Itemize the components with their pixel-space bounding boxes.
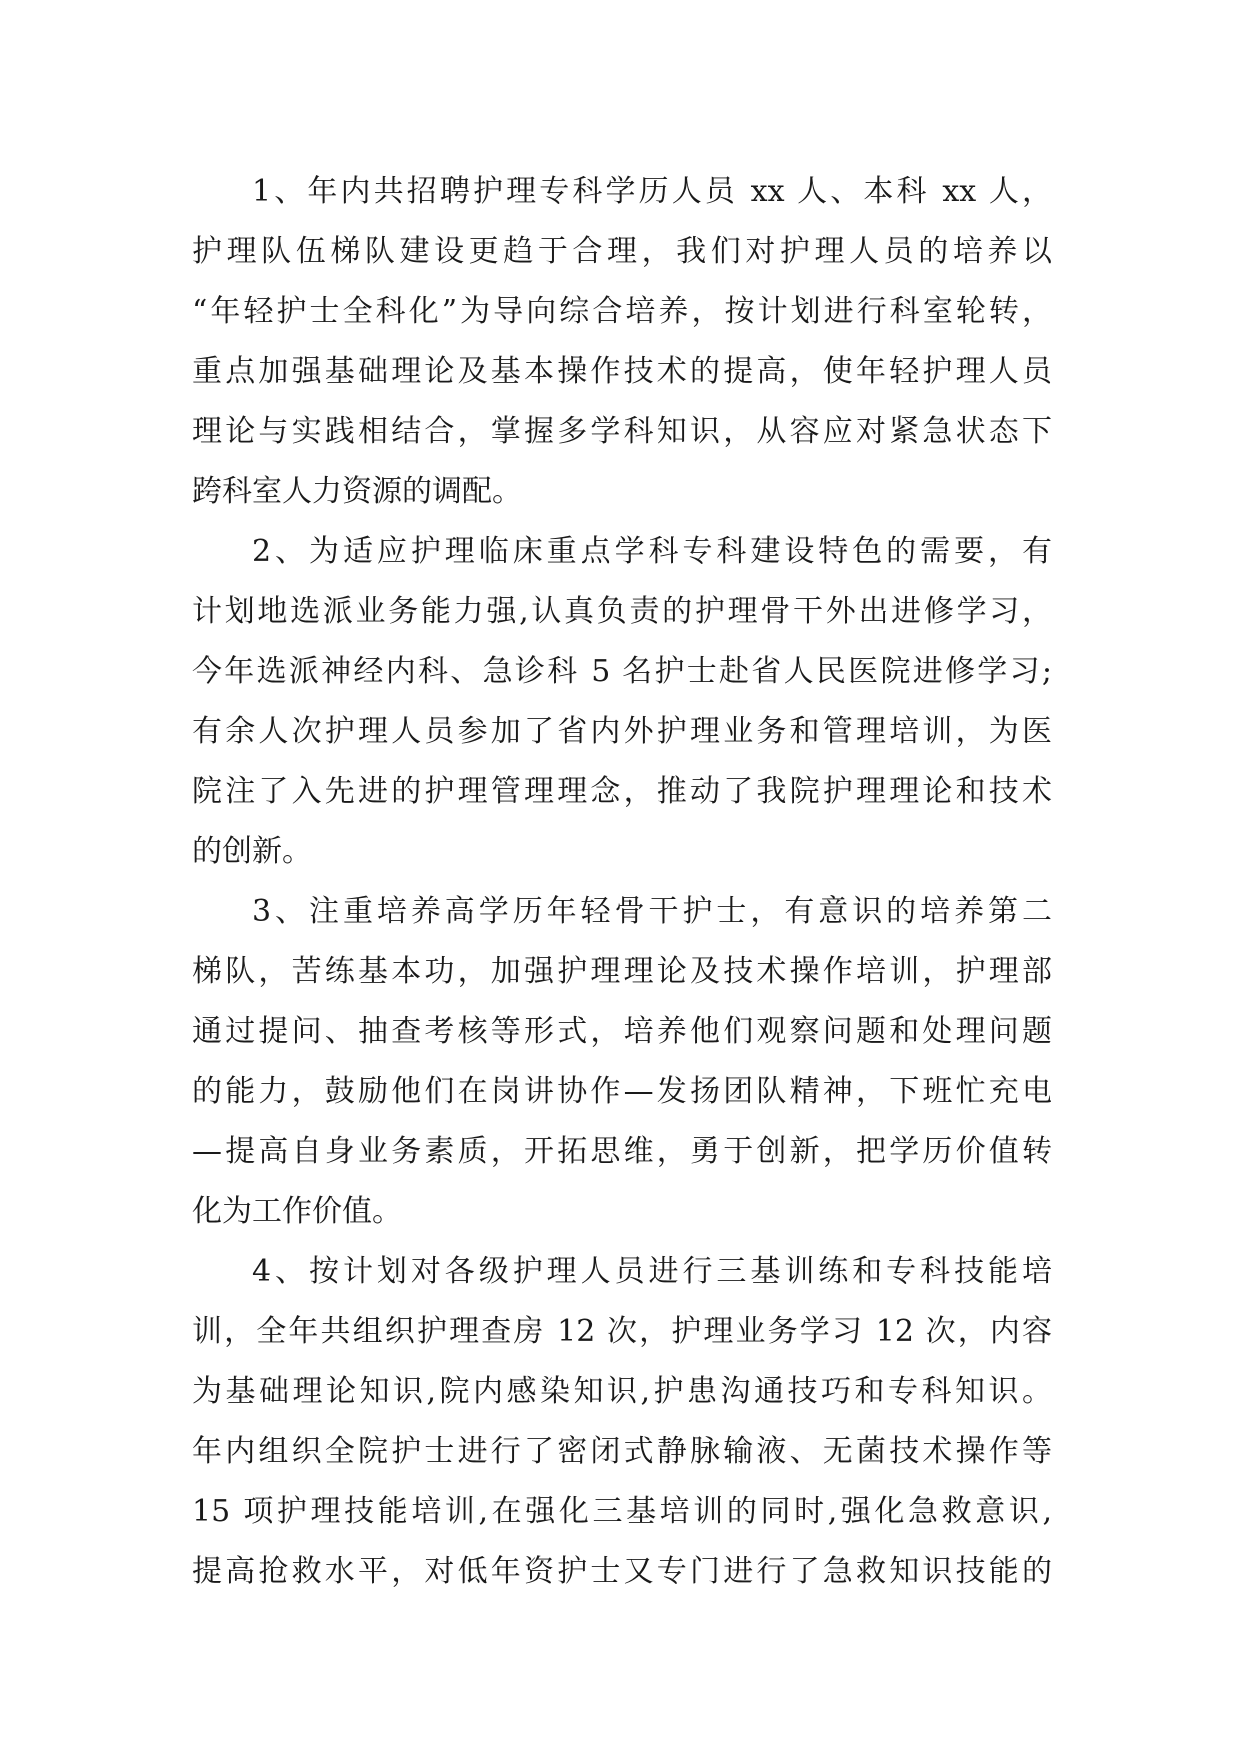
paragraph-1 (192, 162, 1052, 522)
text-line: 重点加强基础理论及基本操作技术的提高，使年轻护理人员 (192, 354, 1052, 389)
text-line: 3、注重培养高学历年轻骨干护士，有意识的培养第二 (252, 894, 1052, 929)
text-line: 年内组织全院护士进行了密闭式静脉输液、无菌技术操作等 (192, 1434, 1052, 1469)
text-line: 15 项护理技能培训,在强化三基培训的同时,强化急救意识, (192, 1494, 1052, 1529)
text-line: 为基础理论知识,院内感染知识,护患沟通技巧和专科知识。 (192, 1374, 1052, 1409)
text-line: 梯队，苦练基本功，加强护理理论及技术操作培训，护理部 (192, 954, 1052, 989)
paragraph-3 (192, 882, 1052, 1242)
text-line: 化为工作价值。 (192, 1194, 402, 1229)
text-line: 通过提问、抽查考核等形式，培养他们观察问题和处理问题 (192, 1014, 1052, 1049)
text-line: 1、年内共招聘护理专科学历人员 xx 人、本科 xx 人， (252, 174, 1052, 209)
text-line: 提高抢救水平，对低年资护士又专门进行了急救知识技能的 (192, 1554, 1052, 1589)
text-line: —提高自身业务素质，开拓思维，勇于创新，把学历价值转 (192, 1134, 1052, 1169)
text-line: “年轻护士全科化”为导向综合培养，按计划进行科室轮转， (192, 294, 1052, 329)
text-line: 训，全年共组织护理查房 12 次，护理业务学习 12 次，内容 (192, 1314, 1052, 1349)
text-line: 院注了入先进的护理管理理念，推动了我院护理理论和技术 (192, 774, 1052, 809)
document-body (192, 162, 1052, 1602)
text-line: 计划地选派业务能力强,认真负责的护理骨干外出进修学习， (192, 594, 1052, 629)
text-line: 的创新。 (192, 834, 312, 869)
text-line: 理论与实践相结合，掌握多学科知识，从容应对紧急状态下 (192, 414, 1052, 449)
paragraph-2 (192, 522, 1052, 882)
text-line: 有余人次护理人员参加了省内外护理业务和管理培训，为医 (192, 714, 1052, 749)
text-line: 的能力，鼓励他们在岗讲协作—发扬团队精神，下班忙充电 (192, 1074, 1052, 1109)
text-line: 4、按计划对各级护理人员进行三基训练和专科技能培 (252, 1254, 1052, 1289)
text-line: 2、为适应护理临床重点学科专科建设特色的需要，有 (252, 534, 1052, 569)
paragraph-4 (192, 1242, 1052, 1602)
text-line: 跨科室人力资源的调配。 (192, 474, 522, 509)
text-line: 今年选派神经内科、急诊科 5 名护士赴省人民医院进修学习; (192, 654, 1052, 689)
text-line: 护理队伍梯队建设更趋于合理，我们对护理人员的培养以 (192, 234, 1052, 269)
